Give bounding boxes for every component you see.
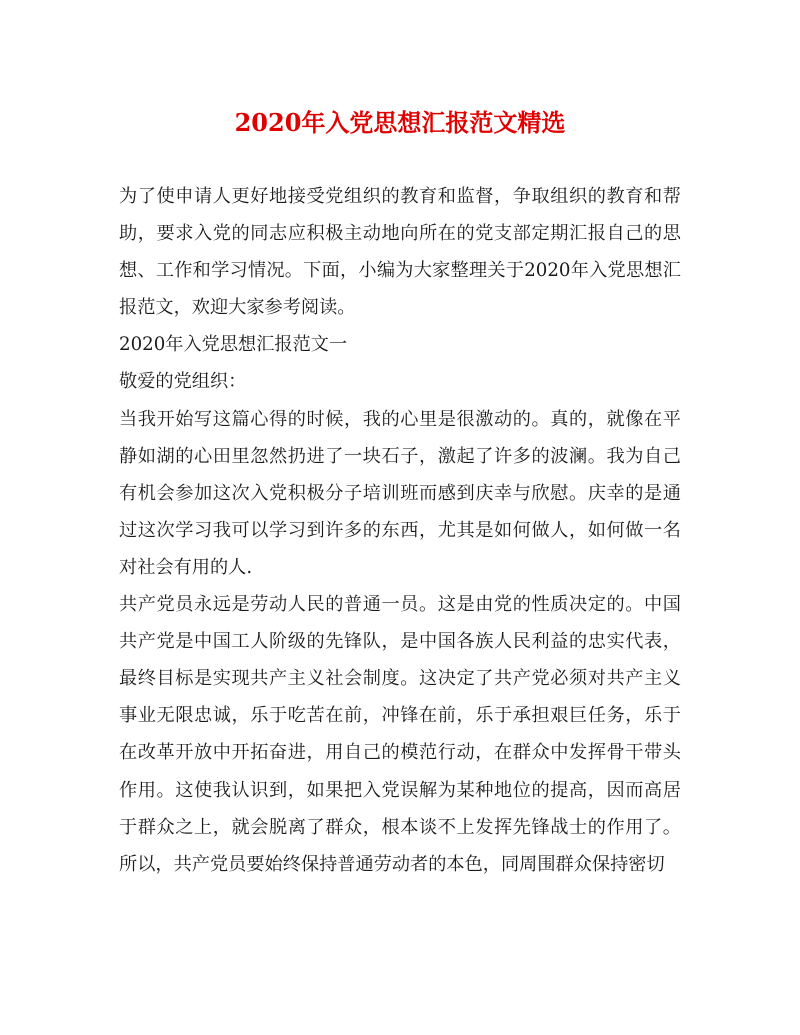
section-heading: 2020年入党思想汇报范文一	[119, 334, 348, 356]
document-title: 2020年入党思想汇报范文精选	[234, 108, 566, 137]
salutation: 敬爱的党组织：	[119, 371, 247, 393]
document-body	[119, 178, 681, 883]
body-paragraph: 当我开始写这篇心得的时候，我的心里是很激动的。真的，就像在平静如湖的心田里忽然扔进了一块石子，激起了许多的波澜。我为自己有机会参加这次入党积极分子培训班而感到庆幸与欣慰。庆幸的是通过这次学习我可以学习到许多的东西，尤其是如何做人，如何做一名对社会有用的人.	[119, 408, 681, 578]
intro-paragraph: 为了使申请人更好地接受党组织的教育和监督，争取组织的教育和帮助，要求入党的同志应积极主动地向所在的党支部定期汇报自己的思想、工作和学习情况。下面，小编为大家整理关于2020年入党思想汇报范文，欢迎大家参考阅读。	[119, 186, 681, 319]
body-paragraph: 共产党员永远是劳动人民的普通一员。这是由党的性质决定的。中国共产党是中国工人阶级的先锋队，是中国各族人民利益的忠实代表，最终目标是实现共产主义社会制度。这决定了共产党必须对共产主义事业无限忠诚，乐于吃苦在前，冲锋在前，乐于承担艰巨任务，乐于在改革开放中开拓奋进，用自己的模范行动，在群众中发挥骨干带头作用。这使我认识到，如果把入党误解为某种地位的提高，因而高居于群众之上，就会脱离了群众，根本谈不上发挥先锋战士的作用了。所以，共产党员要始终保持普通劳动者的本色，同周围群众保持密切	[119, 594, 681, 875]
